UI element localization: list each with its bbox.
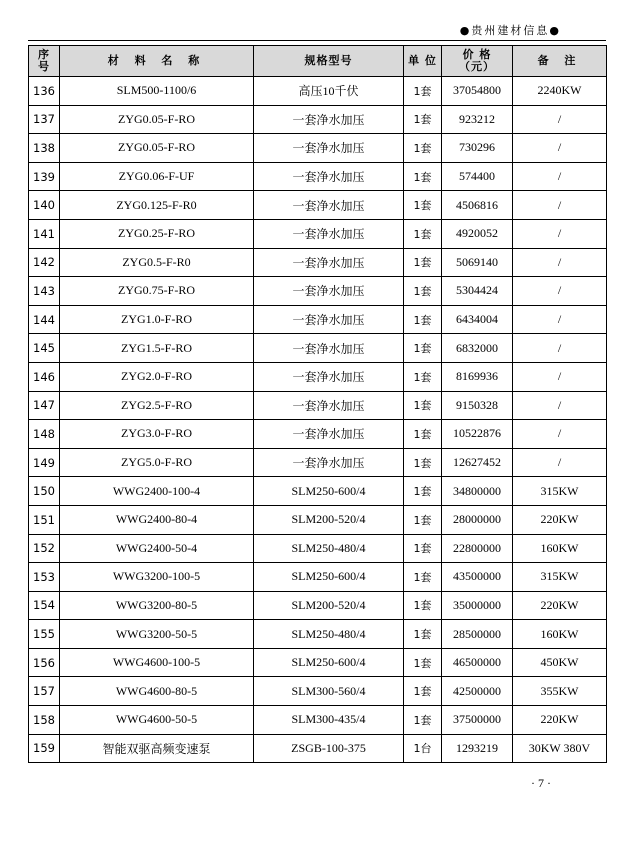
row-spec-model: 一套净水加压 — [254, 191, 404, 220]
row-unit: 1套 — [404, 248, 442, 277]
row-spec-model: 高压10千伏 — [254, 77, 404, 106]
row-unit: 1套 — [404, 305, 442, 334]
row-unit: 1套 — [404, 362, 442, 391]
row-spec-model: SLM300-560/4 — [254, 677, 404, 706]
row-seq: 148 — [29, 420, 60, 449]
page-number: · 7 · — [531, 776, 551, 790]
row-spec-model: SLM250-480/4 — [254, 534, 404, 563]
row-unit: 1套 — [404, 191, 442, 220]
row-price: 4506816 — [442, 191, 513, 220]
row-price: 35000000 — [442, 591, 513, 620]
row-seq: 136 — [29, 77, 60, 106]
row-spec-model: 一套净水加压 — [254, 134, 404, 163]
row-material-name: ZYG0.05-F-RO — [60, 134, 254, 163]
row-seq: 146 — [29, 362, 60, 391]
row-spec-model: 一套净水加压 — [254, 105, 404, 134]
row-note: 315KW — [513, 563, 607, 592]
row-material-name: ZYG1.5-F-RO — [60, 334, 254, 363]
table-row — [29, 134, 607, 163]
row-material-name: WWG3200-80-5 — [60, 591, 254, 620]
row-seq: 139 — [29, 162, 60, 191]
table-row — [29, 591, 607, 620]
row-price: 6434004 — [442, 305, 513, 334]
row-spec-model: 一套净水加压 — [254, 277, 404, 306]
row-seq: 149 — [29, 448, 60, 477]
row-seq: 144 — [29, 305, 60, 334]
row-spec-model: 一套净水加压 — [254, 420, 404, 449]
row-material-name: ZYG0.125-F-R0 — [60, 191, 254, 220]
row-spec-model: SLM250-600/4 — [254, 563, 404, 592]
header-note: 备 注 — [513, 46, 607, 77]
row-note: / — [513, 334, 607, 363]
row-note: / — [513, 391, 607, 420]
row-spec-model: SLM250-600/4 — [254, 477, 404, 506]
row-price: 28500000 — [442, 620, 513, 649]
row-spec-model: 一套净水加压 — [254, 162, 404, 191]
price-table — [28, 45, 607, 763]
row-unit: 1套 — [404, 134, 442, 163]
row-seq: 158 — [29, 706, 60, 735]
row-price: 12627452 — [442, 448, 513, 477]
row-spec-model: 一套净水加压 — [254, 305, 404, 334]
row-spec-model: 一套净水加压 — [254, 248, 404, 277]
row-seq: 156 — [29, 648, 60, 677]
table-body — [29, 77, 607, 763]
row-price: 6832000 — [442, 334, 513, 363]
row-note: 160KW — [513, 534, 607, 563]
row-note: 220KW — [513, 706, 607, 735]
table-row — [29, 620, 607, 649]
row-note: / — [513, 219, 607, 248]
row-material-name: WWG4600-100-5 — [60, 648, 254, 677]
row-note: / — [513, 248, 607, 277]
row-material-name: ZYG0.75-F-RO — [60, 277, 254, 306]
row-note: / — [513, 362, 607, 391]
row-unit: 1套 — [404, 677, 442, 706]
row-seq: 159 — [29, 734, 60, 763]
row-price: 10522876 — [442, 420, 513, 449]
row-material-name: ZYG2.0-F-RO — [60, 362, 254, 391]
row-seq: 153 — [29, 563, 60, 592]
row-price: 22800000 — [442, 534, 513, 563]
row-unit: 1套 — [404, 505, 442, 534]
row-note: 30KW 380V — [513, 734, 607, 763]
row-seq: 143 — [29, 277, 60, 306]
row-seq: 141 — [29, 219, 60, 248]
row-material-name: 智能双驱高频变速泵 — [60, 734, 254, 763]
table-row — [29, 334, 607, 363]
row-price: 4920052 — [442, 219, 513, 248]
row-spec-model: 一套净水加压 — [254, 362, 404, 391]
table-row — [29, 448, 607, 477]
row-seq: 150 — [29, 477, 60, 506]
row-seq: 145 — [29, 334, 60, 363]
row-price: 730296 — [442, 134, 513, 163]
row-price: 37500000 — [442, 706, 513, 735]
table-row — [29, 248, 607, 277]
row-material-name: WWG2400-80-4 — [60, 505, 254, 534]
row-note: 450KW — [513, 648, 607, 677]
table-row — [29, 648, 607, 677]
row-material-name: WWG3200-100-5 — [60, 563, 254, 592]
row-price: 34800000 — [442, 477, 513, 506]
row-material-name: WWG2400-100-4 — [60, 477, 254, 506]
row-spec-model: SLM250-600/4 — [254, 648, 404, 677]
row-spec-model: 一套净水加压 — [254, 219, 404, 248]
row-unit: 1套 — [404, 563, 442, 592]
row-price: 28000000 — [442, 505, 513, 534]
row-spec-model: SLM250-480/4 — [254, 620, 404, 649]
row-material-name: SLM500-1100/6 — [60, 77, 254, 106]
row-material-name: WWG4600-50-5 — [60, 706, 254, 735]
table-row — [29, 420, 607, 449]
row-note: / — [513, 191, 607, 220]
row-material-name: ZYG5.0-F-RO — [60, 448, 254, 477]
row-spec-model: SLM200-520/4 — [254, 505, 404, 534]
table-row — [29, 105, 607, 134]
table-header-row — [29, 46, 607, 77]
row-seq: 154 — [29, 591, 60, 620]
row-material-name: WWG2400-50-4 — [60, 534, 254, 563]
row-seq: 152 — [29, 534, 60, 563]
row-note: / — [513, 305, 607, 334]
table-row — [29, 219, 607, 248]
row-seq: 147 — [29, 391, 60, 420]
row-unit: 1套 — [404, 448, 442, 477]
row-note: 315KW — [513, 477, 607, 506]
row-note: / — [513, 162, 607, 191]
table-row — [29, 534, 607, 563]
row-note: 220KW — [513, 591, 607, 620]
row-material-name: ZYG0.25-F-RO — [60, 219, 254, 248]
row-note: 2240KW — [513, 77, 607, 106]
row-price: 42500000 — [442, 677, 513, 706]
row-unit: 1套 — [404, 105, 442, 134]
header-unit: 单 位 — [404, 46, 442, 77]
row-note: / — [513, 420, 607, 449]
row-seq: 142 — [29, 248, 60, 277]
row-price: 5304424 — [442, 277, 513, 306]
row-note: / — [513, 134, 607, 163]
table-row — [29, 191, 607, 220]
row-unit: 1套 — [404, 648, 442, 677]
row-seq: 151 — [29, 505, 60, 534]
row-note: 220KW — [513, 505, 607, 534]
row-material-name: ZYG0.05-F-RO — [60, 105, 254, 134]
row-price: 43500000 — [442, 563, 513, 592]
row-note: / — [513, 448, 607, 477]
row-unit: 1套 — [404, 277, 442, 306]
row-spec-model: SLM200-520/4 — [254, 591, 404, 620]
row-spec-model: ZSGB-100-375 — [254, 734, 404, 763]
row-unit: 1套 — [404, 391, 442, 420]
row-price: 1293219 — [442, 734, 513, 763]
row-unit: 1套 — [404, 477, 442, 506]
header-seq: 序 号 — [29, 46, 60, 77]
row-seq: 137 — [29, 105, 60, 134]
table-row — [29, 162, 607, 191]
row-unit: 1套 — [404, 534, 442, 563]
row-seq: 138 — [29, 134, 60, 163]
publication-header: ●贵州建材信息● — [459, 24, 561, 37]
table-row — [29, 677, 607, 706]
row-spec-model: 一套净水加压 — [254, 448, 404, 477]
row-price: 574400 — [442, 162, 513, 191]
row-price: 37054800 — [442, 77, 513, 106]
table-row — [29, 362, 607, 391]
header-price: 价 格 （元） — [442, 46, 513, 77]
row-material-name: ZYG0.5-F-R0 — [60, 248, 254, 277]
row-material-name: WWG4600-80-5 — [60, 677, 254, 706]
table-row — [29, 734, 607, 763]
row-price: 923212 — [442, 105, 513, 134]
table-row — [29, 77, 607, 106]
row-note: / — [513, 105, 607, 134]
header-spec-model: 规格型号 — [254, 46, 404, 77]
row-price: 8169936 — [442, 362, 513, 391]
table-row — [29, 706, 607, 735]
row-note: / — [513, 277, 607, 306]
row-material-name: ZYG3.0-F-RO — [60, 420, 254, 449]
row-price: 46500000 — [442, 648, 513, 677]
table-row — [29, 477, 607, 506]
row-material-name: WWG3200-50-5 — [60, 620, 254, 649]
row-price: 5069140 — [442, 248, 513, 277]
table-row — [29, 277, 607, 306]
row-unit: 1套 — [404, 334, 442, 363]
row-price: 9150328 — [442, 391, 513, 420]
row-spec-model: 一套净水加压 — [254, 391, 404, 420]
row-note: 160KW — [513, 620, 607, 649]
row-unit: 1套 — [404, 420, 442, 449]
row-unit: 1套 — [404, 219, 442, 248]
header-material-name: 材 料 名 称 — [60, 46, 254, 77]
row-spec-model: SLM300-435/4 — [254, 706, 404, 735]
row-unit: 1套 — [404, 620, 442, 649]
row-note: 355KW — [513, 677, 607, 706]
row-seq: 155 — [29, 620, 60, 649]
table-row — [29, 563, 607, 592]
row-seq: 157 — [29, 677, 60, 706]
row-unit: 1套 — [404, 706, 442, 735]
row-unit: 1套 — [404, 162, 442, 191]
table-row — [29, 391, 607, 420]
row-unit: 1套 — [404, 591, 442, 620]
row-spec-model: 一套净水加压 — [254, 334, 404, 363]
row-material-name: ZYG1.0-F-RO — [60, 305, 254, 334]
row-unit: 1套 — [404, 77, 442, 106]
header-rule — [28, 40, 606, 41]
row-seq: 140 — [29, 191, 60, 220]
row-material-name: ZYG2.5-F-RO — [60, 391, 254, 420]
row-material-name: ZYG0.06-F-UF — [60, 162, 254, 191]
table-row — [29, 505, 607, 534]
row-unit: 1台 — [404, 734, 442, 763]
table-row — [29, 305, 607, 334]
